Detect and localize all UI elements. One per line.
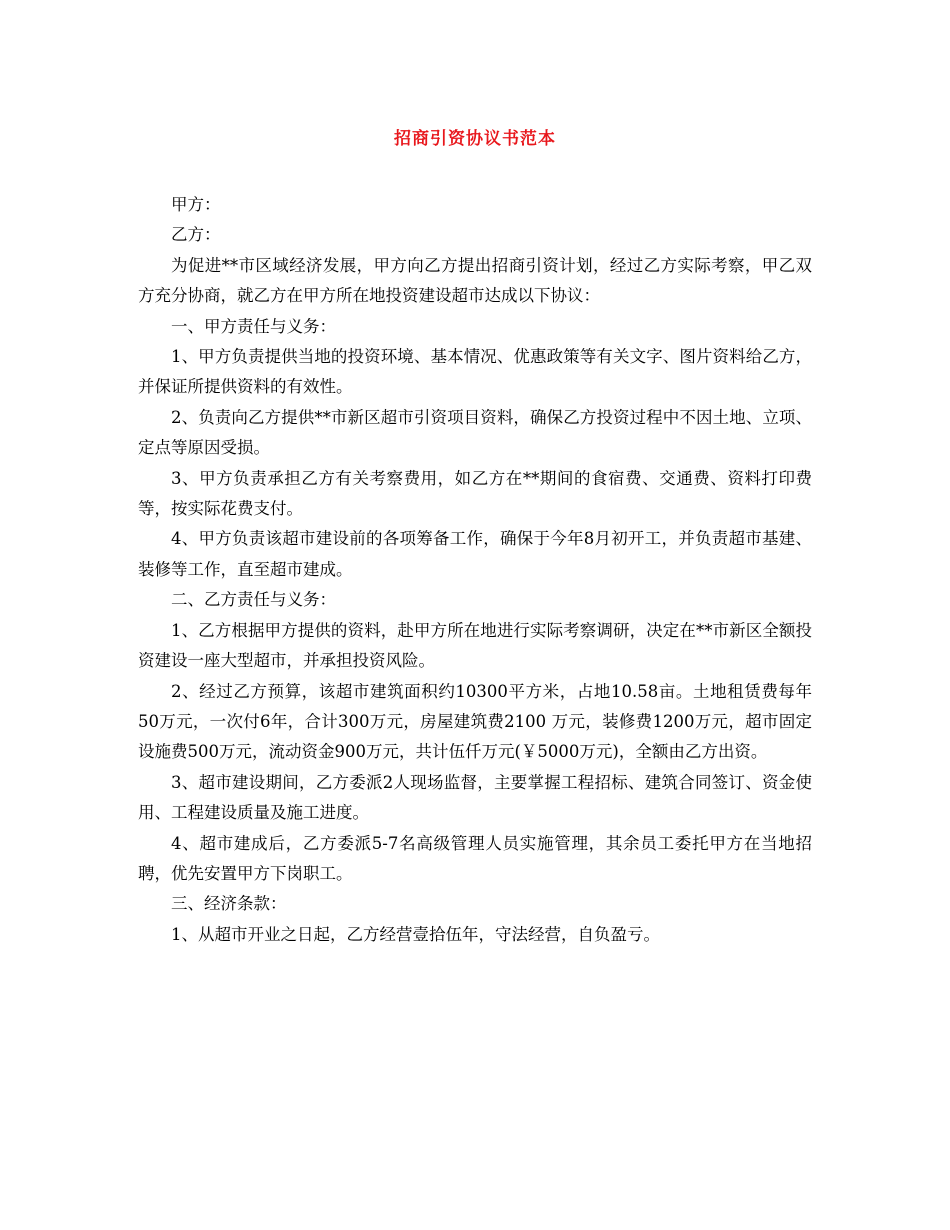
clause-b-1: 1、乙方根据甲方提供的资料，赴甲方所在地进行实际考察调研，决定在**市新区全额投资建设一座大型超市，并承担投资风险。 xyxy=(138,620,812,671)
clause-c-1: 1、从超市开业之日起，乙方经营壹拾伍年，守法经营，自负盈亏。 xyxy=(171,924,660,944)
clause-a-3: 3、甲方负责承担乙方有关考察费用，如乙方在**期间的食宿费、交通费、资料打印费等，按实际花费支付。 xyxy=(138,468,812,519)
clause-b-4: 4、超市建成后，乙方委派5-7名高级管理人员实施管理，其余员工委托甲方在当地招聘，优先安置甲方下岗职工。 xyxy=(138,833,812,883)
clause-a-2: 2、负责向乙方提供**市新区超市引资项目资料，确保乙方投资过程中不因土地、立项、定点等原因受损。 xyxy=(138,407,812,458)
preamble-paragraph: 为促进**市区域经济发展，甲方向乙方提出招商引资计划，经过乙方实际考察，甲乙双方充分协商，就乙方在甲方所在地投资建设超市达成以下协议： xyxy=(138,255,812,306)
party-b-line: 乙方： xyxy=(171,225,221,245)
section-heading-party-a: 一、甲方责任与义务： xyxy=(171,316,336,336)
section-heading-economic: 三、经济条款： xyxy=(171,894,287,914)
party-a-line: 甲方： xyxy=(171,195,221,214)
section-heading-party-b: 二、乙方责任与义务： xyxy=(171,590,336,610)
document-body xyxy=(138,190,812,950)
document-title: 招商引资协议书范本 xyxy=(394,129,556,149)
clause-a-1: 1、甲方负责提供当地的投资环境、基本情况、优惠政策等有关文字、图片资料给乙方，并保证所提供资料的有效性。 xyxy=(138,347,812,397)
clause-b-3: 3、超市建设期间，乙方委派2人现场监督，主要掌握工程招标、建筑合同签订、资金使用、工程建设质量及施工进度。 xyxy=(138,772,812,823)
clause-a-4: 4、甲方负责该超市建设前的各项筹备工作，确保于今年8月初开工，并负责超市基建、装修等工作，直至超市建成。 xyxy=(138,529,812,579)
clause-b-2: 2、经过乙方预算，该超市建筑面积约10300平方米，占地10.58亩。土地租赁费每年50万元，一次付6年，合计300万元，房屋建筑费2100 万元，装修费1200万元，超市固定设施费500万元，流动资金900万元，共计伍仟万元(￥5000万元)，全额由乙方出资。 xyxy=(138,681,812,762)
